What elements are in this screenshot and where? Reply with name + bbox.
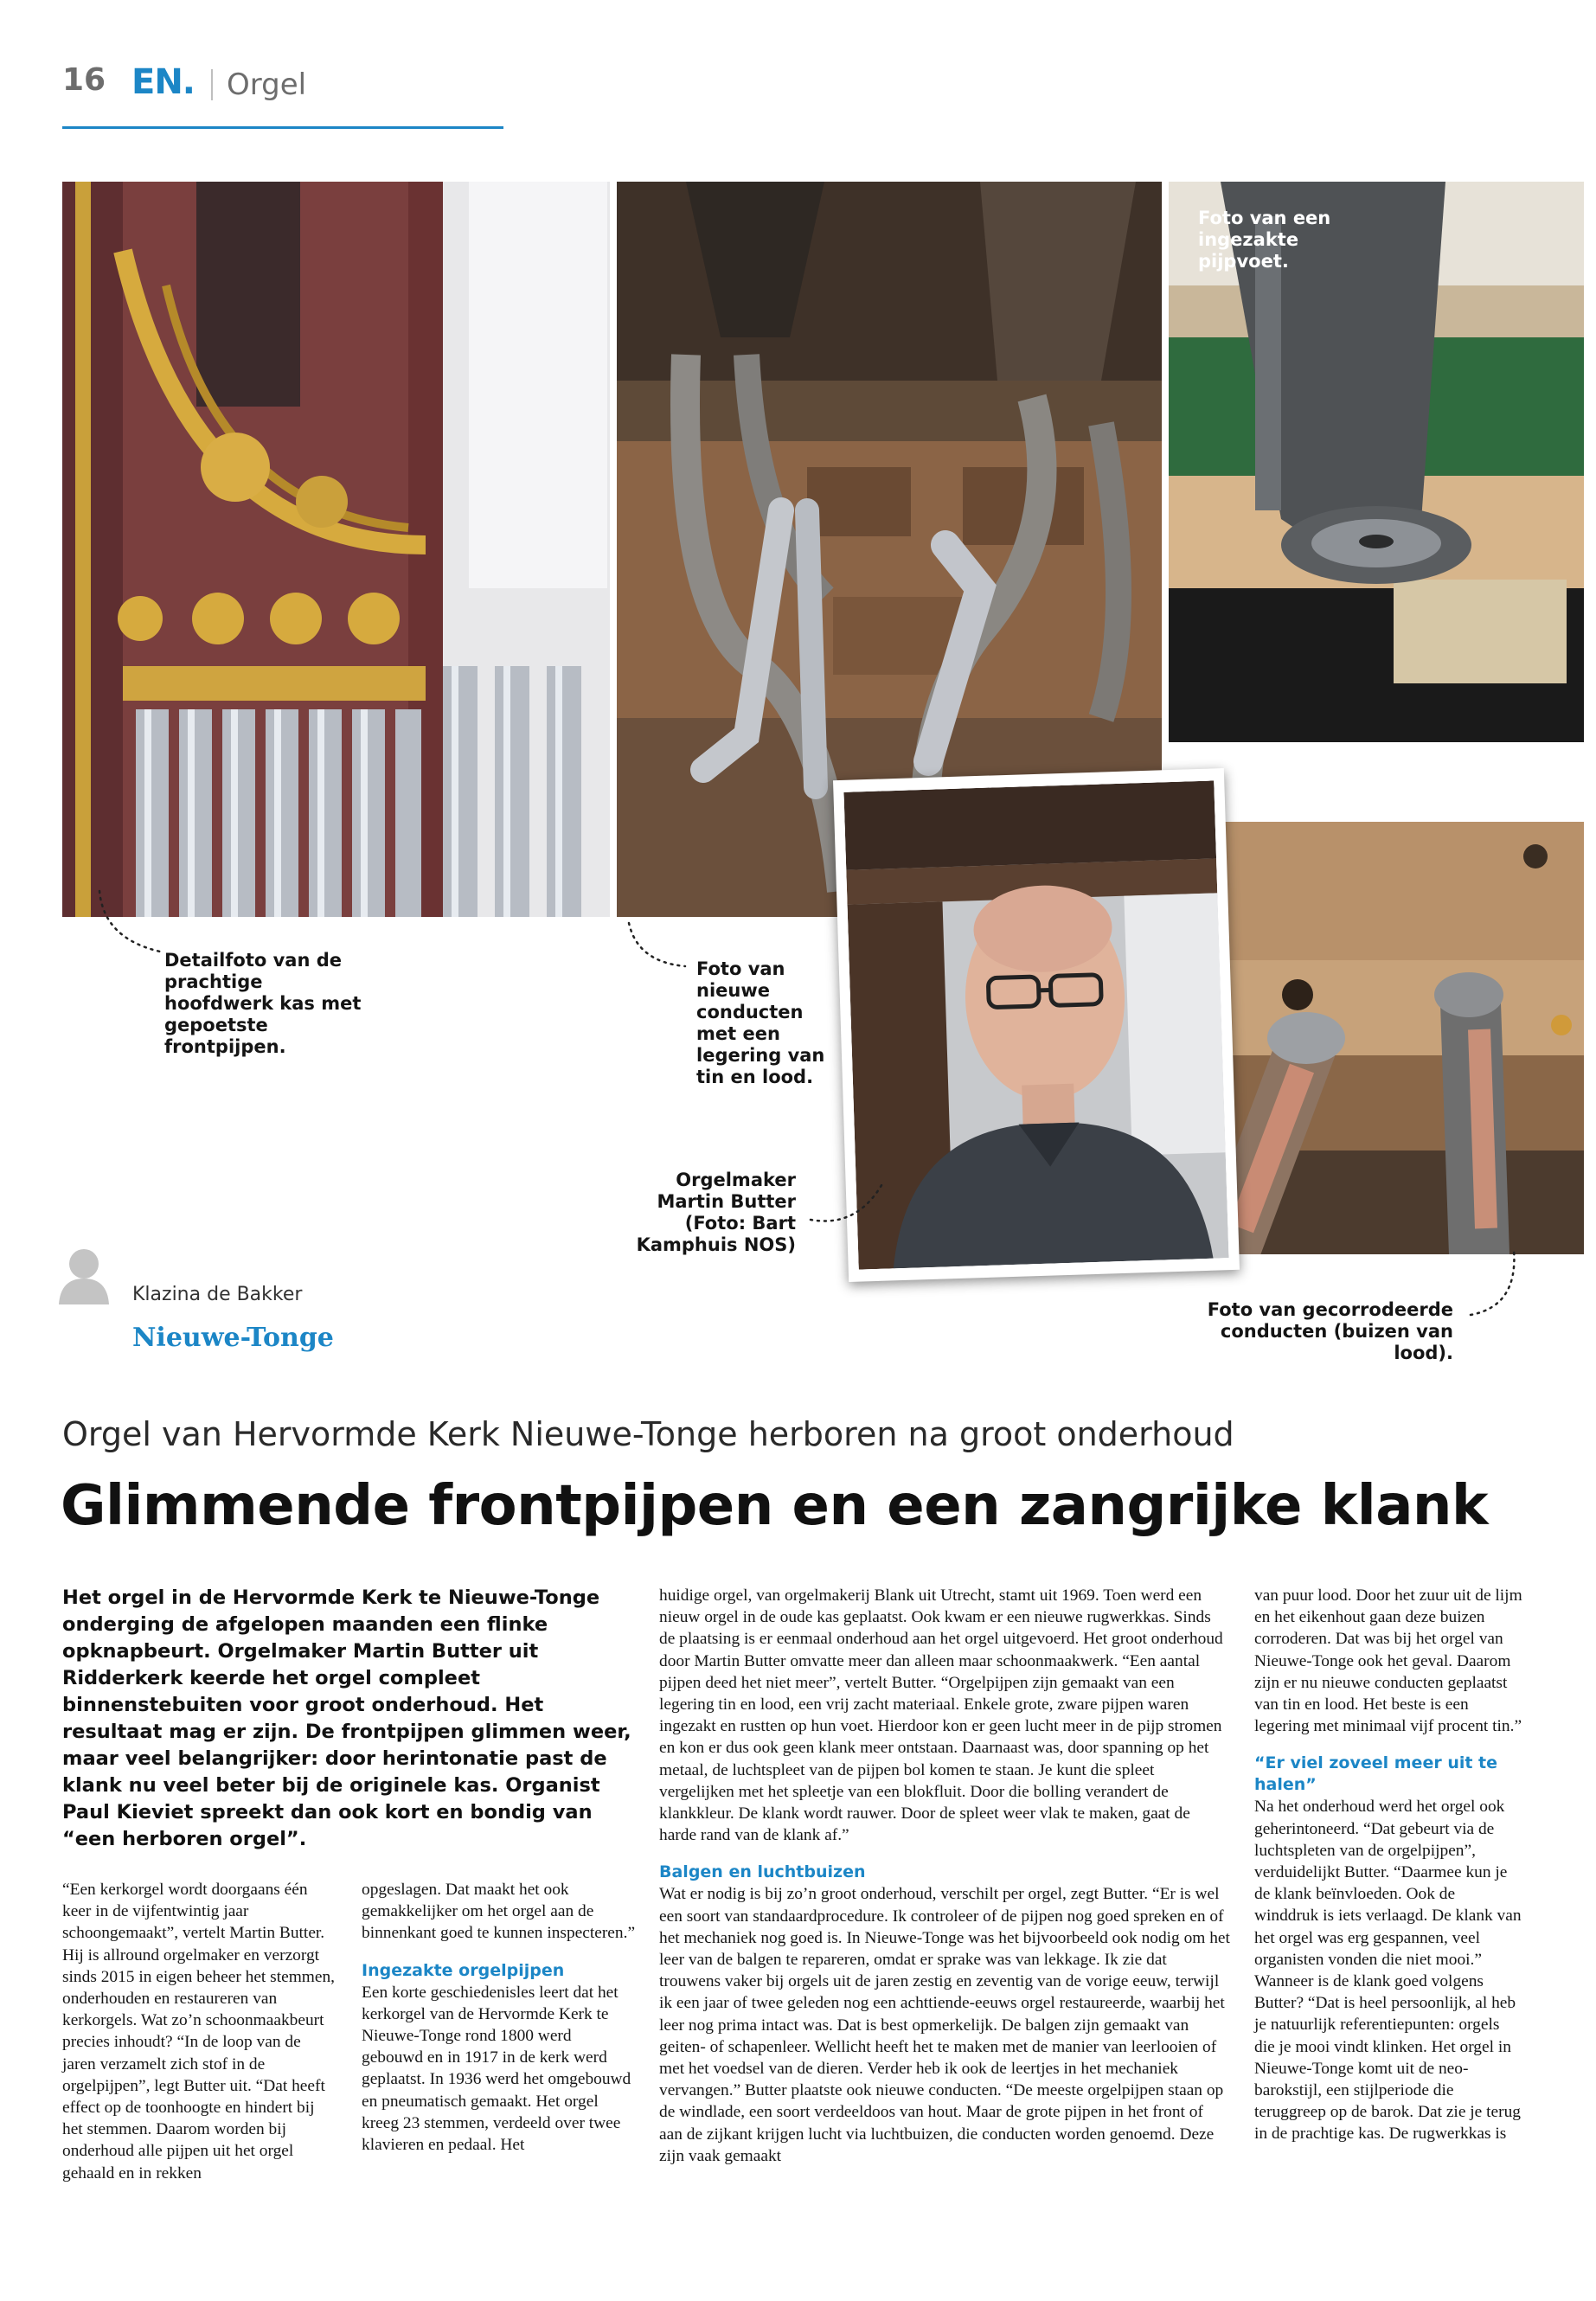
portrait-caption: Orgelmaker Martin Butter (Foto: Bart Kamphuis NOS): [636, 1170, 796, 1255]
article-kicker: Orgel van Hervormde Kerk Nieuwe-Tonge herboren na groot onderhoud: [62, 1415, 1234, 1453]
pipe-foot-caption: Foto van een ingezakte pijpvoet.: [1198, 208, 1331, 272]
article-headline: Glimmende frontpijpen en een zangrijke klank: [61, 1474, 1489, 1538]
organ-case-caption: Detailfoto van de prachtige hoofdwerk kas met gepoetste frontpijpen.: [164, 950, 362, 1057]
body-column-1: “Een kerkorgel wordt doorgaans één keer in de vijfentwintig jaar schoongemaakt”, vertelt Martin Butter. Hij is allround orgelmaker en verzorgt sinds 2015 in eigen beheer het stemmen, onderhouden en restaureren van kerkorgels. Wat zo’n schoonmaakbeurt precies inhoudt? “In de loop van de jaren verzamelt zich stof in de orgelpijpen”, legt Butter uit. “Dat heeft effect op de toonhoogte en hindert bij het stemmen. Daarom worden bij onderhoud alle pijpen uit het orgel gehaald en in rekken: [62, 1881, 336, 2182]
body-column-4: [1254, 1585, 1522, 2145]
portrait-photo: [843, 780, 1228, 1269]
article-lead: Het orgel in de Hervormde Kerk te Nieuwe-Tonge onderging de afgelopen maanden een flinke opknapbeurt. Orgelmaker Martin Butter uit Ridderkerk keerde het orgel compleet binnenstebuiten voor groot onderhoud. Het resultaat mag er zijn. De frontpijpen glimmen weer, maar veel belangrijker: door herintonatie past de klank nu veel beter bij de originele kas. Organist Paul Kieviet spreekt dan ook kort en bondig van “een herboren orgel”.: [62, 1586, 631, 1850]
body-column-2-para: opgeslagen. Dat maakt het ook gemakkelijker om het orgel aan de binnenkant goed te kunnen inspecteren.”: [362, 1881, 636, 1943]
body-column-3: [659, 1585, 1230, 2167]
portrait-photo-frame: [833, 768, 1240, 1282]
header-rule: [62, 126, 503, 129]
header-separator: [211, 69, 213, 100]
body-column-3-para: huidige orgel, van orgelmakerij Blank uit Utrecht, stamt uit 1969. Toen werd een nieuw orgel in de oude kas geplaatst. Ook kwam er een nieuwe rugwerkkas. Sinds de plaatsing is er eenmaal onderhoud aan het orgel uitgevoerd. Het groot onderhoud door Martin Butter omvatte meer dan alleen maar schoonmaakwerk. “Een aantal pijpen deed het niet meer”, vertelt Butter. “Orgelpijpen zijn gemaakt van een legering tin en lood, een vrij zacht materiaal. Enkele grote, zware pijpen waren ingezakt en rustten op hun voet. Hierdoor kon er geen lucht meer in de pijp stromen en kon er dus ook geen klank meer ontstaan. Daarnaast was, door spanning op het metaal, de luchtspleet van de pijpen bol komen te staan. Je kunt die spleet vergelijken met het spleetje van een blokfluit. Door die bolling verandert de klankkleur. De klank wordt rauwer. Door de spleet weer vlak te maken, gaat de harde rand van de klank af.”: [659, 1586, 1223, 1845]
body-column-2-para-2: Een korte geschiedenisles leert dat het kerkorgel van de Hervormde Kerk te Nieuwe-Tonge rond 1800 werd gebouwd en in 1917 in de kerk werd geplaatst. In 1936 werd het omgebouwd en pneumatisch gemaakt. Het orgel kreeg 23 stemmen, verdeeld over twee klavieren en pedaal. Het: [362, 1983, 631, 2155]
body-column-4-para-2: Na het onderhoud werd het orgel ook geherintoneerd. “Dat gebeurt via de luchtspleten van de orgelpijpen”, verduidelijkt Butter. “Daarmee kun je de klank beïnvloeden. Ook de winddruk is iets verlaagd. De klank van het orgel was erg gespannen, veel organisten vonden die niet mooi.” Wanneer is de klank goed volgens Butter? “Dat is heel persoonlijk, al heb je natuurlijk referentiepunten: orgels die je mooi vindt klinken. Het orgel in Nieuwe-Tonge komt uit de neo-barokstijl, een stijlperiode die teruggreep op de barok. Dat zie je terug in de prachtige kas. De rugwerkkas is: [1254, 1798, 1522, 2144]
author-avatar-icon: [59, 1247, 109, 1304]
corroded-conduits-photo: [1194, 822, 1584, 1254]
portrait-caption-leader: [806, 1176, 893, 1237]
organ-case-photo: [62, 182, 610, 917]
new-conduits-caption: Foto van nieuwe conducten met een legering van tin en lood.: [696, 958, 825, 1087]
subheading-ingezakte: Ingezakte orgelpijpen: [362, 1960, 565, 1980]
corroded-caption-leader: [1466, 1246, 1527, 1324]
subheading-balgen: Balgen en luchtbuizen: [659, 1862, 866, 1882]
newspaper-logo: EN.: [131, 62, 195, 102]
body-column-2: [362, 1879, 637, 2156]
subheading-zoveel-meer: “Er viel zoveel meer uit te halen”: [1254, 1753, 1498, 1795]
section-title: Orgel: [227, 67, 307, 102]
conduits-caption-leader: [625, 919, 702, 971]
body-column-3-para-2: Wat er nodig is bij zo’n groot onderhoud, verschilt per orgel, zegt Butter. “Er is wel een soort van standaardprocedure. Ik controleer of de pijpen nog goed spreken en of het mechaniek nog goed is. In Nieuwe-Tonge was het bijvoorbeeld ook nodig om het leer van de balgen te repareren, omdat er sprake was van lekkage. Ik zie dat trouwens vaker bij orgels uit de jaren zestig en zeventig van de vorige eeuw, terwijl ik een jaar of twee geleden nog een achttiende-eeuws orgel restaureerde, waarbij het leer nog prima intact was. Dat is best opmerkelijk. De balgen zijn gemaakt van geiten- of schapenleer. Wellicht heeft het te maken met de manier van leerlooien of met het voedsel van de dieren. Verder heb ik ook de leertjes in het mechaniek vervangen.” Butter plaatste ook nieuwe conducten. “De meeste orgelpijpen staan op de windlade, een soort verdeeldoos van hout. Maar de grote pijpen in het front of aan de zijkant krijgen lucht via luchtbuizen, die conducten worden genoemd. Deze zijn vaak gemaakt: [659, 1885, 1230, 2165]
author-name: Klazina de Bakker: [132, 1284, 303, 1305]
dateline-place: Nieuwe-Tonge: [132, 1323, 334, 1353]
corroded-caption: Foto van gecorrodeerde conducten (buizen van lood).: [1207, 1299, 1453, 1363]
organ-caption-leader: [95, 887, 173, 956]
body-column-4-para: van puur lood. Door het zuur uit de lijm en het eikenhout gaan deze buizen corroderen. Dat was bij het orgel van Nieuwe-Tonge ook het geval. Daarom zijn er nu nieuwe conducten geplaatst van tin en lood. Het beste is een legering met minimaal vijf procent tin.”: [1254, 1586, 1522, 1736]
page-number: 16: [62, 62, 106, 98]
